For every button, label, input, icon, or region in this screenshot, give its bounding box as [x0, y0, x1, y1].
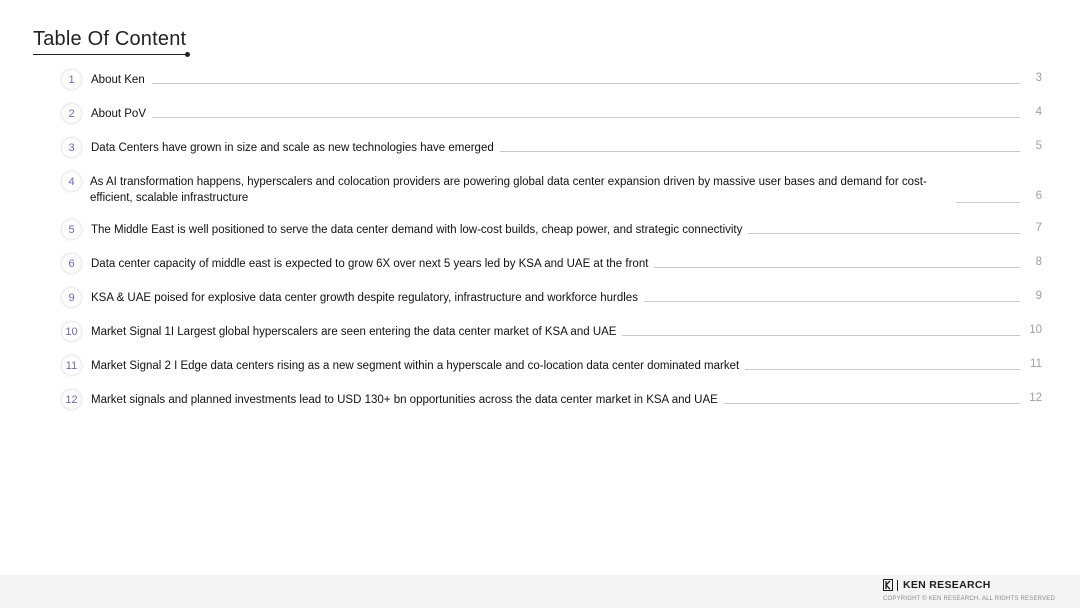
- copyright-text: COPYRIGHT © KEN RESEARCH. ALL RIGHTS RESERVED: [883, 596, 1056, 602]
- leader-line: [152, 117, 1020, 118]
- item-page-number: 3: [1035, 72, 1042, 84]
- item-page-number: 7: [1035, 222, 1042, 234]
- item-title[interactable]: KSA & UAE poised for explosive data center growth despite regulatory, infrastructure and workforce hurdles: [91, 290, 644, 306]
- brand-name: KEN RESEARCH: [903, 579, 991, 591]
- item-number: 10: [62, 322, 81, 341]
- item-number: 5: [62, 220, 81, 239]
- brand-separator: [897, 580, 898, 591]
- item-page-number: 5: [1035, 140, 1042, 152]
- item-page-number: 6: [1035, 190, 1042, 202]
- item-number: 1: [62, 70, 81, 89]
- title-underline: [33, 54, 187, 55]
- toc-item[interactable]: [62, 138, 1042, 158]
- item-title[interactable]: Market signals and planned investments lead to USD 130+ bn opportunities across the data center market in KSA and UAE: [91, 392, 724, 408]
- item-title[interactable]: About PoV: [91, 106, 152, 122]
- item-page-number: 11: [1030, 358, 1042, 370]
- page-title: Table Of Content: [33, 28, 187, 50]
- item-page-number: 10: [1029, 324, 1042, 336]
- toc-item[interactable]: [62, 220, 1042, 240]
- item-number: 3: [62, 138, 81, 157]
- item-number: 9: [62, 288, 81, 307]
- item-title[interactable]: Market Signal 1I Largest global hyperscalers are seen entering the data center market of KSA and UAE: [91, 324, 622, 340]
- toc-item[interactable]: [62, 390, 1042, 410]
- item-title[interactable]: The Middle East is well positioned to serve the data center demand with low-cost builds, cheap power, and strategic connectivity: [91, 222, 748, 238]
- item-number: 2: [62, 104, 81, 123]
- toc-item[interactable]: [62, 288, 1042, 308]
- toc-item[interactable]: [62, 104, 1042, 124]
- item-title[interactable]: Data center capacity of middle east is expected to grow 6X over next 5 years led by KSA and UAE at the front: [91, 256, 654, 272]
- item-title[interactable]: Data Centers have grown in size and scale as new technologies have emerged: [91, 140, 500, 156]
- item-page-number: 9: [1035, 290, 1042, 302]
- item-page-number: 8: [1035, 256, 1042, 268]
- leader-line: [152, 83, 1020, 84]
- item-page-number: 12: [1029, 392, 1042, 404]
- item-number: 4: [62, 172, 81, 191]
- item-number: 12: [62, 390, 81, 409]
- toc-item[interactable]: [62, 356, 1042, 376]
- brand-logo: [883, 579, 991, 591]
- toc-item[interactable]: [62, 322, 1042, 342]
- ken-logo-icon: [883, 579, 893, 591]
- item-number: 11: [62, 356, 81, 375]
- item-title[interactable]: Market Signal 2 I Edge data centers rising as a new segment within a hyperscale and co-location data center dominated market: [91, 358, 745, 374]
- toc-item[interactable]: [62, 172, 1042, 208]
- toc-item[interactable]: [62, 254, 1042, 274]
- toc-item[interactable]: [62, 70, 1042, 90]
- item-title[interactable]: About Ken: [91, 72, 151, 88]
- item-page-number: 4: [1035, 106, 1042, 118]
- item-title[interactable]: As AI transformation happens, hyperscalers and colocation providers are powering global data center expansion driven by massive user bases and demand for cost-efficient, scalable infrastructure: [90, 174, 956, 206]
- item-number: 6: [62, 254, 81, 273]
- title-underline-dot: [185, 52, 190, 57]
